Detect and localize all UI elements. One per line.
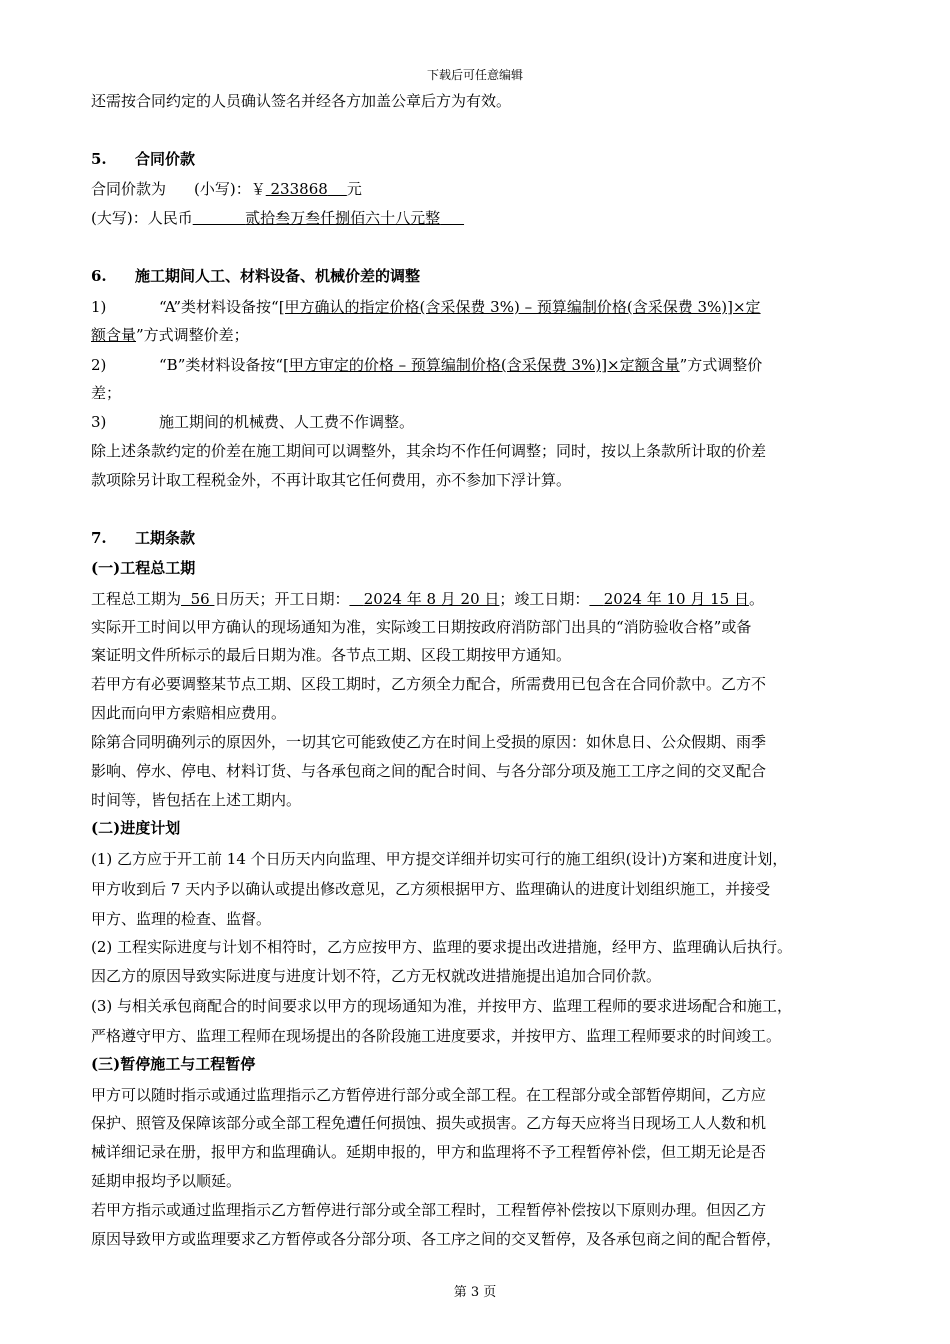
list-item: 3) 施工期间的机械费、人工费不作调整。 [91, 413, 415, 431]
start-date: 2024 年 8 月 20 日 [363, 590, 500, 608]
section-heading-5: 5. 合同价款 [91, 150, 196, 168]
paragraph: 实际开工时间以甲方确认的现场通知为准，实际竣工日期按政府消防部门出具的“消防验收合格”或备 [91, 618, 752, 636]
page-header: 下载后可任意编辑 [426, 68, 523, 82]
amount-figures: 233868 [270, 180, 328, 198]
total-days: 56 [190, 590, 210, 608]
list-item-cont: 额含量”方式调整价差； [91, 326, 249, 344]
list-item: 1) “A”类材料设备按“[甲方确认的指定价格(含采保费 3%) – 预算编制价格(含采保费 3%)]×定 [91, 298, 761, 316]
paragraph: 案证明文件所标示的最后日期为准。各节点工期、区段工期按甲方通知。 [91, 646, 572, 664]
paragraph: 款项除另计取工程税金外，不再计取其它任何费用，亦不参加下浮计算。 [91, 471, 572, 489]
paragraph: (2) 工程实际进度与计划不相符时，乙方应按甲方、监理的要求提出改进措施，经甲方、监理确认后执行。 [91, 938, 793, 956]
paragraph: 原因导致甲方或监理要求乙方暂停或各分部分项、各工序之间的交叉暂停，及各承包商之间的配合暂停， [91, 1230, 782, 1248]
list-item-cont: 差； [91, 384, 122, 402]
section-heading-6: 6. 施工期间人工、材料设备、机械价差的调整 [91, 267, 421, 285]
paragraph: (1) 乙方应于开工前 14 个日历天内向监理、甲方提交详细并切实可行的施工组织(设计)方案和进度计划， [91, 850, 788, 868]
paragraph: 除上述条款约定的价差在施工期间可以调整外，其余均不作任何调整；同时，按以上条款所计取的价差 [91, 442, 767, 460]
subheading: (二)进度计划 [91, 819, 181, 837]
amount-words: 贰拾叁万叁仟捌佰六十八元整 [245, 209, 441, 227]
paragraph: 甲方、监理的检查、监督。 [91, 910, 272, 928]
paragraph: 因此而向甲方索赔相应费用。 [91, 704, 287, 722]
subheading: (一)工程总工期 [91, 559, 196, 577]
schedule-dates: 工程总工期为 56 日历天；开工日期： 2024 年 8 月 20 日；竣工日期： 2024 年 10 月 15 日。 [91, 590, 764, 608]
subheading: (三)暂停施工与工程暂停 [91, 1055, 256, 1073]
page-footer: 第 3 页 [453, 1285, 497, 1300]
paragraph: 甲方可以随时指示或通过监理指示乙方暂停进行部分或全部工程。在工程部分或全部暂停期间，乙方应 [91, 1086, 767, 1104]
paragraph: 还需按合同约定的人员确认签名并经各方加盖公章后方为有效。 [91, 92, 512, 110]
end-date: 2024 年 10 月 15 日 [603, 590, 749, 608]
contract-price-small: 合同价款为 (小写)：￥ 233868 元 [91, 180, 362, 198]
paragraph: 若甲方有必要调整某节点工期、区段工期时，乙方须全力配合，所需费用已包含在合同价款中。乙方不 [91, 675, 767, 693]
paragraph: 因乙方的原因导致实际进度与进度计划不符，乙方无权就改进措施提出追加合同价款。 [91, 967, 662, 985]
section-heading-7: 7. 工期条款 [91, 529, 196, 547]
paragraph: 保护、照管及保障该部分或全部工程免遭任何损蚀、损失或损害。乙方每天应将当日现场工人人数和机 [91, 1114, 767, 1132]
paragraph: 若甲方指示或通过监理指示乙方暂停进行部分或全部工程时，工程暂停补偿按以下原则办理。但因乙方 [91, 1201, 767, 1219]
contract-price-words: (大写)：人民币 贰拾叁万叁仟捌佰六十八元整 [91, 208, 464, 228]
paragraph: 除第合同明确列示的原因外，一切其它可能致使乙方在时间上受损的原因：如休息日、公众假期、雨季 [91, 733, 767, 751]
paragraph: 延期申报均予以顺延。 [91, 1172, 242, 1190]
list-item: 2) “B”类材料设备按“[甲方审定的价格 – 预算编制价格(含采保费 3%)]×定额含量”方式调整价 [91, 356, 763, 374]
paragraph: 严格遵守甲方、监理工程师在现场提出的各阶段施工进度要求，并按甲方、监理工程师要求的时间竣工。 [91, 1027, 782, 1045]
paragraph: (3) 与相关承包商配合的时间要求以甲方的现场通知为准，并按甲方、监理工程师的要求进场配合和施工， [91, 997, 793, 1015]
paragraph: 影响、停水、停电、材料订货、与各承包商之间的配合时间、与各分部分项及施工工序之间的交叉配合 [91, 762, 767, 780]
paragraph: 械详细记录在册，报甲方和监理确认。延期申报的，甲方和监理将不予工程暂停补偿，但工期无论是否 [91, 1143, 767, 1161]
paragraph: 时间等，皆包括在上述工期内。 [91, 791, 302, 809]
paragraph: 甲方收到后 7 天内予以确认或提出修改意见，乙方须根据甲方、监理确认的进度计划组织施工，并接受 [91, 880, 771, 898]
